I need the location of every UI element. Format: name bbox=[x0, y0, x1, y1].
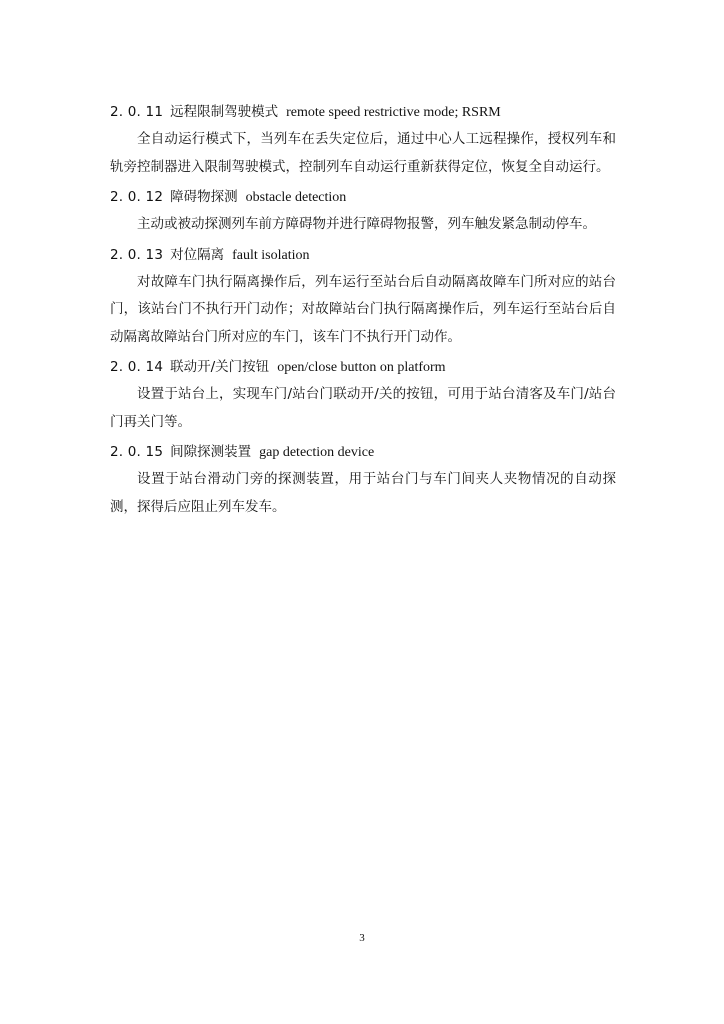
term-2-0-15 bbox=[110, 440, 616, 521]
term-chinese-name: 远程限制驾驶模式 bbox=[170, 104, 279, 120]
term-english-name: open/close button on platform bbox=[277, 360, 446, 375]
term-number: 2. 0. 14 bbox=[110, 359, 164, 375]
term-english-name: obstacle detection bbox=[245, 190, 347, 205]
term-chinese-name: 障碍物探测 bbox=[170, 189, 238, 205]
term-english-name: fault isolation bbox=[232, 247, 310, 263]
term-heading bbox=[110, 440, 616, 464]
term-heading bbox=[110, 100, 616, 124]
term-chinese-name: 联动开/关门按钮 bbox=[170, 359, 270, 375]
term-2-0-12 bbox=[110, 185, 616, 239]
term-heading bbox=[110, 185, 616, 209]
term-definition: 全自动运行模式下，当列车在丢失定位后，通过中心人工远程操作，授权列车和轨旁控制器进入限制驾驶模式，控制列车自动运行重新获得定位，恢复全自动运行。 bbox=[110, 131, 616, 175]
term-chinese-name: 对位隔离 bbox=[170, 246, 225, 263]
term-definition: 设置于站台上，实现车门/站台门联动开/关的按钮，可用于站台清客及车门/站台门再关门等。 bbox=[110, 386, 616, 430]
term-english-name: remote speed restrictive mode; RSRM bbox=[286, 105, 501, 120]
term-definition: 主动或被动探测列车前方障碍物并进行障碍物报警，列车触发紧急制动停车。 bbox=[137, 216, 596, 232]
term-english-name: gap detection device bbox=[259, 445, 375, 460]
term-definition: 设置于站台滑动门旁的探测装置，用于站台门与车门间夹人夹物情况的自动探测，探得后应阻止列车发车。 bbox=[110, 471, 616, 515]
terms-section bbox=[110, 100, 616, 525]
term-number: 2. 0. 12 bbox=[110, 189, 164, 205]
term-2-0-13 bbox=[110, 243, 616, 352]
term-definition: 对故障车门执行隔离操作后，列车运行至站台后自动隔离故障车门所对应的站台门，该站台门不执行开门动作；对故障站台门执行隔离操作后，列车运行至站台后自动隔离故障站台门所对应的车门，该车门不执行开门动作。 bbox=[110, 273, 616, 345]
term-number: 2. 0. 11 bbox=[110, 104, 164, 120]
term-heading bbox=[110, 355, 616, 379]
term-chinese-name: 间隙探测装置 bbox=[170, 444, 252, 460]
term-2-0-11 bbox=[110, 100, 616, 181]
term-number: 2. 0. 15 bbox=[110, 444, 164, 460]
page-number: 3 bbox=[359, 932, 365, 944]
term-2-0-14 bbox=[110, 355, 616, 436]
term-number: 2. 0. 13 bbox=[110, 246, 164, 263]
term-heading bbox=[110, 243, 616, 267]
